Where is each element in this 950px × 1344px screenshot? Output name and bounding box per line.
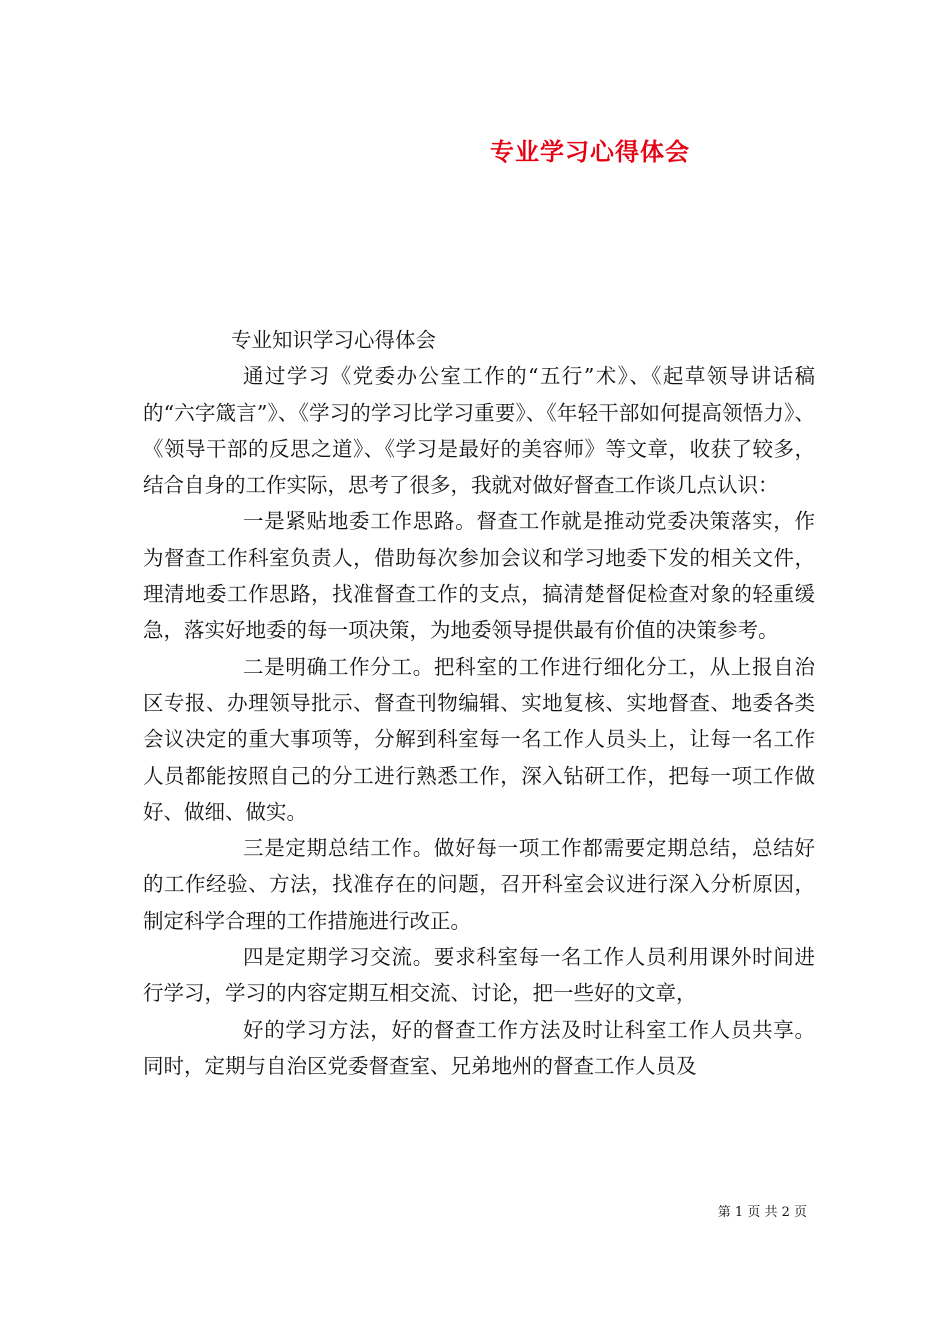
document-body [143,322,815,1084]
paragraph-intro: 通过学习《党委办公室工作的“五行”术》、《起草领导讲话稿的“六字箴言”》、《学习的学习比学习重要》、《年轻干部如何提高领悟力》、《领导干部的反思之道》、《学习是最好的美容师》等文章，收获了较多，结合自身的工作实际，思考了很多，我就对做好督查工作谈几点认识： [143,364,815,498]
page-number-footer: 第 1 页 共 2 页 [717,1205,807,1220]
paragraph-point-2: 二是明确工作分工。把科室的工作进行细化分工，从上报自治区专报、办理领导批示、督查刊物编辑、实地复核、实地督查、地委各类会议决定的重大事项等，分解到科室每一名工作人员头上，让每一名工作人员都能按照自己的分工进行熟悉工作，深入钻研工作，把每一项工作做好、做细、做实。 [143,654,815,824]
paragraph-point-1: 一是紧贴地委工作思路。督查工作就是推动党委决策落实，作为督查工作科室负责人，借助每次参加会议和学习地委下发的相关文件，理清地委工作思路，找准督查工作的支点，搞清楚督促检查对象的轻重缓急，落实好地委的每一项决策，为地委领导提供最有价值的决策参考。 [143,509,815,643]
document-subtitle: 专业知识学习心得体会 [231,328,436,352]
document-title: 专业学习心得体会 [490,137,690,166]
paragraph-point-4: 四是定期学习交流。要求科室每一名工作人员利用课外时间进行学习，学习的内容定期互相交流、讨论，把一些好的文章， [143,945,815,1006]
paragraph-point-3: 三是定期总结工作。做好每一项工作都需要定期总结，总结好的工作经验、方法，找准存在的问题，召开科室会议进行深入分析原因，制定科学合理的工作措施进行改正。 [143,836,815,933]
paragraph-point-4-continued: 好的学习方法，好的督查工作方法及时让科室工作人员共享。同时，定期与自治区党委督查室、兄弟地州的督查工作人员及 [143,1017,815,1078]
